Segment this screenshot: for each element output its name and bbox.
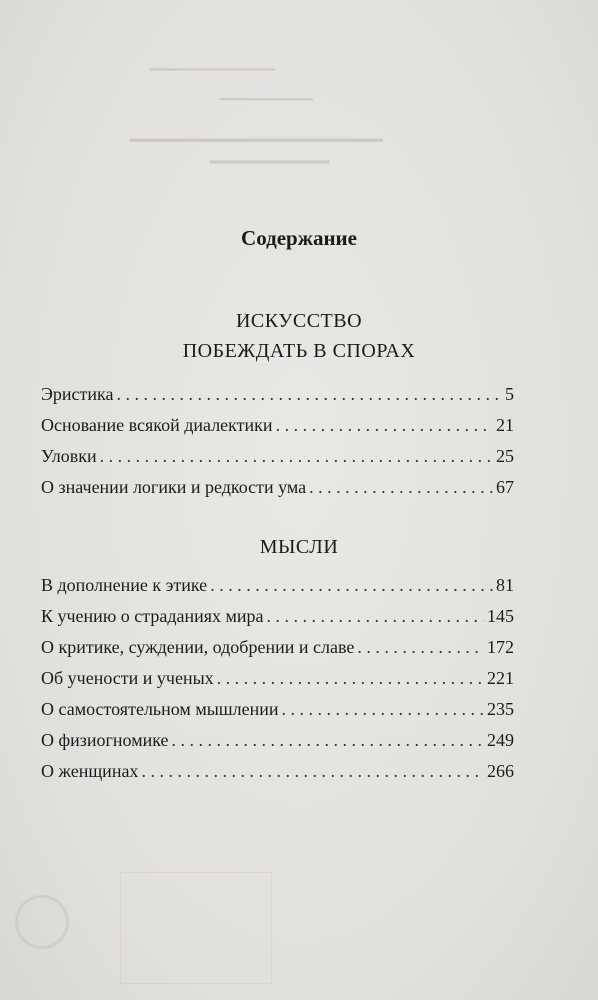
toc-entry[interactable]	[41, 477, 514, 508]
toc-entry-title: В дополнение к этике	[41, 575, 208, 595]
contents-heading: Содержание	[241, 226, 357, 250]
toc-leader	[141, 761, 484, 782]
toc-leader	[210, 575, 493, 596]
toc-entry[interactable]	[41, 761, 514, 792]
toc-entry-page: 5	[505, 384, 514, 404]
toc-leader	[217, 668, 484, 689]
part2-toc	[41, 575, 514, 792]
toc-entry[interactable]	[41, 575, 514, 606]
toc-entry-title: Об учености и ученых	[41, 668, 214, 688]
toc-leader	[282, 699, 484, 720]
toc-leader	[100, 446, 493, 467]
bleed-through-text: ━━━━━━━━━━━━━━━━	[150, 62, 276, 77]
bleed-through-age-mark	[15, 895, 69, 949]
toc-entry[interactable]	[41, 668, 514, 699]
toc-entry-page: 81	[496, 575, 514, 595]
toc-entry[interactable]	[41, 384, 514, 415]
toc-leader	[309, 477, 493, 498]
toc-entry-page: 235	[487, 699, 514, 719]
toc-entry[interactable]	[41, 637, 514, 668]
toc-leader	[116, 384, 502, 405]
toc-leader	[357, 637, 484, 658]
part1-title-line2: ПОБЕЖДАТЬ В СПОРАХ	[182, 340, 416, 362]
toc-leader	[267, 606, 484, 627]
toc-entry-page: 172	[487, 637, 514, 657]
toc-entry-page: 221	[487, 668, 514, 688]
toc-entry[interactable]	[41, 699, 514, 730]
bleed-through-text: ━━━━━━━━━━━	[210, 152, 330, 172]
toc-entry[interactable]	[41, 606, 514, 637]
toc-entry[interactable]	[41, 446, 514, 477]
toc-entry-title: О женщинах	[41, 761, 139, 781]
toc-entry-page: 67	[496, 477, 514, 497]
toc-entry[interactable]	[41, 415, 514, 446]
toc-entry-title: Уловки	[41, 446, 97, 466]
bleed-through-text: ━━━━━━━━━━━━━━━━━━━━━	[130, 130, 383, 152]
toc-entry-title: О критике, суждении, одобрении и славе	[41, 637, 355, 657]
toc-entry-page: 25	[496, 446, 514, 466]
toc-entry-title: К учению о страданиях мира	[41, 606, 264, 626]
bleed-through-barcode	[120, 872, 272, 984]
toc-entry[interactable]	[41, 730, 514, 761]
toc-entry-page: 266	[487, 761, 514, 781]
toc-entry-page: 249	[487, 730, 514, 750]
bleed-through-text: ━━━━━━━━━━━	[220, 93, 313, 108]
toc-entry-title: О значении логики и редкости ума	[41, 477, 307, 497]
part2-title: МЫСЛИ	[259, 536, 339, 558]
toc-entry-page: 21	[496, 415, 514, 435]
part1-toc	[41, 384, 514, 508]
toc-entry-page: 145	[487, 606, 514, 626]
toc-entry-title: О физиогномике	[41, 730, 169, 750]
toc-entry-title: Эристика	[41, 384, 114, 404]
toc-leader	[276, 415, 493, 436]
part1-title-line1: ИСКУССТВО	[235, 310, 363, 332]
toc-entry-title: О самостоятельном мышлении	[41, 699, 279, 719]
toc-leader	[172, 730, 484, 751]
toc-entry-title: Основание всякой диалектики	[41, 415, 273, 435]
